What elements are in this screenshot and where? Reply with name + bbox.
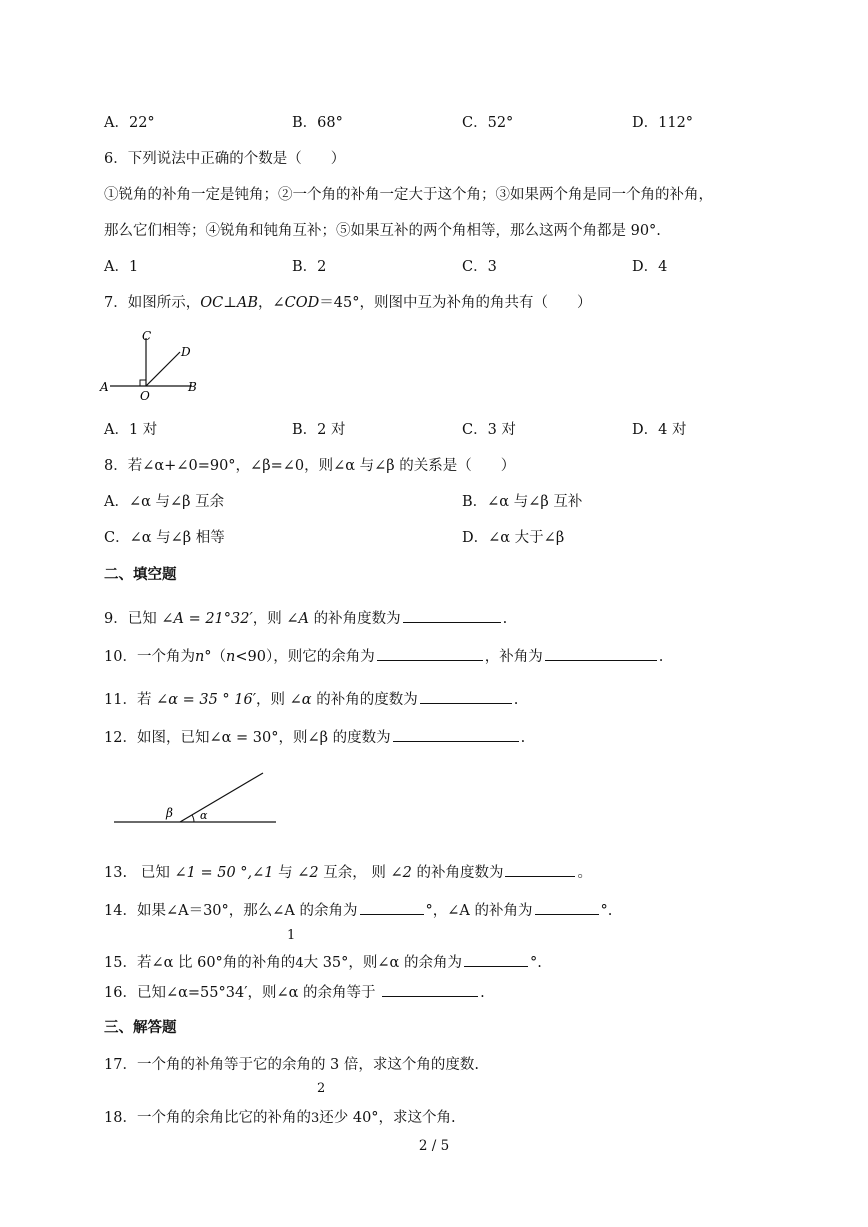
q5-option-c: C．52° (462, 115, 514, 131)
q8-option-b: B．∠α 与∠β 互补 (462, 494, 583, 510)
q7-label-a: A (100, 380, 109, 394)
q6-statement-line1: ①锐角的补角一定是钝角；②一个角的补角一定大于这个角；③如果两个角是同一个角的补角， (104, 187, 713, 203)
q15-fraction-denominator: 4 (295, 956, 304, 971)
q6-option-b: B．2 (292, 259, 327, 275)
q8-option-a: A．∠α 与∠β 互余 (104, 494, 225, 510)
q8-option-c: C．∠α 与∠β 相等 (104, 530, 225, 546)
q14-supplement-blank[interactable] (535, 900, 599, 915)
section-fill-in-title: 二、填空题 (104, 567, 177, 583)
q16-stem: 16．已知∠α=55°34′，则∠α 的余角等于 . (104, 982, 485, 1003)
q7-stem: 7．如图所示，OC⊥AB，∠COD＝45°，则图中互为补角的角共有（ ） (104, 295, 592, 311)
q17-stem: 17．一个角的补角等于它的余角的 3 倍，求这个角的度数. (104, 1057, 480, 1073)
q18-fraction-numerator: 2 (317, 1081, 326, 1096)
q10-stem: 10．一个角为n°（n<90），则它的余角为 ，补角为 . (104, 646, 663, 667)
q13-stem: 13. 已知 ∠1 = 50 °,∠1 与 ∠2 互余， 则 ∠2 的补角度数为 。 (104, 862, 592, 883)
q7-option-c: C．3 对 (462, 422, 516, 438)
q10-supplement-blank[interactable] (545, 646, 657, 661)
q7-label-o: O (140, 389, 150, 403)
q7-label-c: C (142, 329, 152, 343)
section-answer-title: 三、解答题 (104, 1020, 177, 1036)
q7-label-b: B (188, 380, 197, 394)
q7-figure (98, 326, 208, 404)
q6-stem: 6．下列说法中正确的个数是（ ） (104, 151, 346, 167)
q12-label-beta: β (166, 806, 173, 820)
q6-option-d: D．4 (632, 259, 668, 275)
q8-stem: 8．若∠α+∠0=90°，∠β=∠0，则∠α 与∠β 的关系是（ ） (104, 458, 516, 474)
q7-label-d: D (181, 345, 191, 359)
q15-fraction-numerator: 1 (287, 928, 296, 943)
q14-stem: 14．如果∠A＝30°，那么∠A 的余角为 °，∠A 的补角为 °. (104, 900, 612, 921)
q6-statement-line2: 那么它们相等；④锐角和钝角互补；⑤如果互补的两个角相等，那么这两个角都是 90°. (104, 223, 661, 239)
q6-option-c: C．3 (462, 259, 497, 275)
q8-option-d: D．∠α 大于∠β (462, 530, 565, 546)
q11-answer-blank[interactable] (420, 689, 512, 704)
q13-answer-blank[interactable] (505, 862, 575, 877)
q5-option-a: A．22° (104, 115, 155, 131)
q11-stem: 11．若 ∠α = 35 ° 16′，则 ∠α 的补角的度数为 . (104, 689, 518, 710)
q18-stem: 18．一个角的余角比它的补角的3还少 40°，求这个角. (104, 1110, 456, 1126)
page-number: 2 / 5 (418, 1138, 450, 1154)
q7-option-d: D．4 对 (632, 422, 687, 438)
q15-stem: 15．若∠α 比 60°角的补角的4大 35°，则∠α 的余角为 °. (104, 952, 542, 974)
q5-option-b: B．68° (292, 115, 343, 131)
q9-angle-a-value: ∠A = 21°32′ (161, 611, 253, 627)
q15-answer-blank[interactable] (464, 952, 528, 967)
q9-stem: 9．已知 ∠A = 21°32′，则 ∠A 的补角度数为 . (104, 608, 507, 629)
q5-option-d: D．112° (632, 115, 694, 131)
q7-condition-perpendicular: OC⊥AB (200, 295, 258, 311)
q18-fraction-denominator: 3 (310, 1111, 320, 1126)
q14-complement-blank[interactable] (360, 900, 424, 915)
q11-angle-value: ∠α = 35 ° 16′ (156, 692, 257, 708)
q9-answer-blank[interactable] (403, 608, 501, 623)
q12-stem: 12．如图，已知∠α = 30°，则∠β 的度数为 . (104, 727, 525, 748)
q10-complement-blank[interactable] (377, 646, 483, 661)
q7-option-a: A．1 对 (104, 422, 158, 438)
q12-answer-blank[interactable] (393, 727, 519, 742)
q16-answer-blank[interactable] (382, 982, 478, 997)
q7-option-b: B．2 对 (292, 422, 346, 438)
q7-condition-angle: ∠COD (272, 295, 320, 311)
q13-angle1-value: ∠1 = 50 °,∠1 (174, 865, 274, 881)
q6-option-a: A．1 (104, 259, 139, 275)
q12-label-alpha: α (200, 809, 208, 822)
q12-figure (110, 765, 282, 829)
